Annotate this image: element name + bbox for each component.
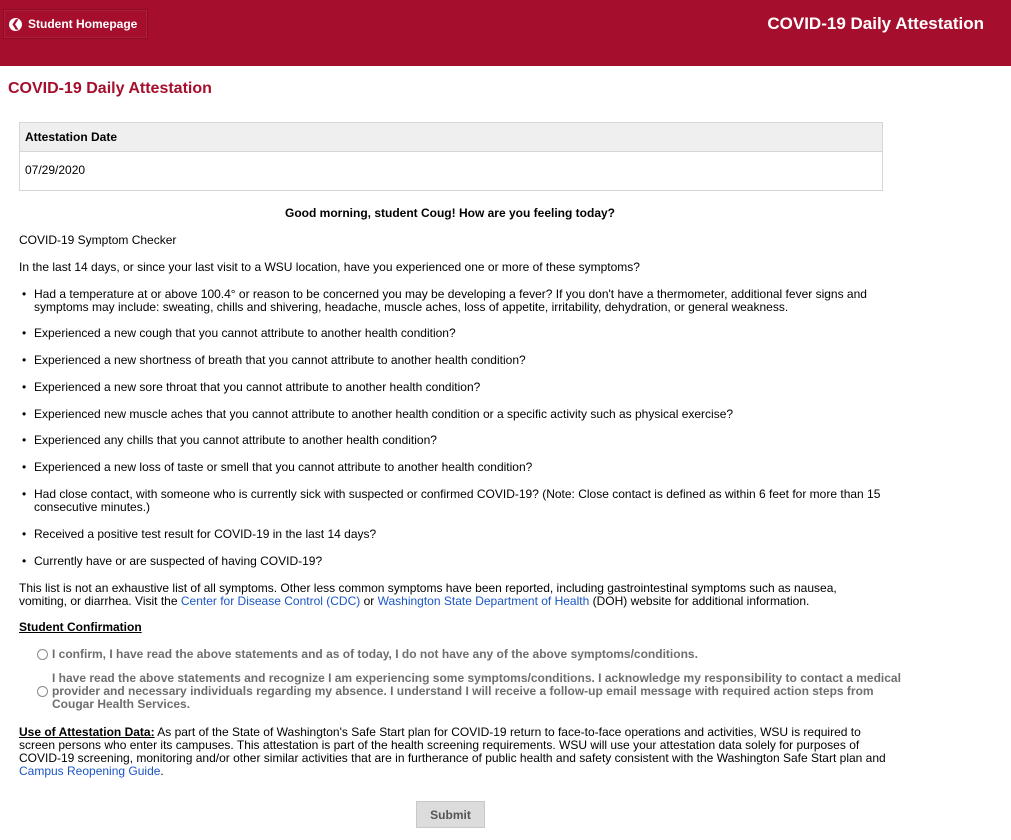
- use-of-data-text: As part of the State of Washington's Safe Start plan for COVID-19 return to face-to-face operations and activities, WSU is required to screen persons who enter its campuses. This attestation is part of the health screening requirements. WSU will use your attestation data solely for purposes of COVID-19 screening, monitoring and/or other similar activities that are in furtherance of public health and safety consistent with the Washington Safe Start plan and: [19, 725, 886, 765]
- use-of-data-heading: Use of Attestation Data:: [19, 725, 155, 739]
- disclaimer-or: or: [360, 594, 378, 608]
- symptom-item: • Experienced any chills that you cannot attribute to another health condition?: [22, 434, 894, 447]
- disclaimer-end: (DOH) website for additional information.: [589, 594, 810, 608]
- symptom-item: • Experienced a new loss of taste or smell that you cannot attribute to another health condition?: [22, 461, 894, 474]
- doh-link[interactable]: Washington State Department of Health: [377, 594, 590, 608]
- submit-button[interactable]: Submit: [416, 801, 485, 828]
- page-title: COVID-19 Daily Attestation: [8, 80, 212, 97]
- use-of-data-end: .: [160, 764, 164, 778]
- attestation-date-label: Attestation Date: [20, 123, 882, 152]
- symptom-item: • Experienced a new cough that you cannot attribute to another health condition?: [22, 327, 894, 340]
- symptom-item: • Had a temperature at or above 100.4° or reason to be concerned you may be developing a fever? If you don't have a thermometer, additional fever signs and symptoms may include: sweating, chills and shivering, headache, muscle aches, loss of appetite, irritability, dehydration, or general weakness.: [22, 288, 894, 314]
- symptom-question: In the last 14 days, or since your last visit to a WSU location, have you experienced one or more of these symptoms?: [19, 260, 640, 274]
- student-confirmation-heading: Student Confirmation: [19, 620, 142, 634]
- confirm-symptoms-radio[interactable]: [37, 686, 48, 697]
- symptom-item: • Experienced a new sore throat that you cannot attribute to another health condition?: [22, 381, 894, 394]
- symptom-item: • Experienced new muscle aches that you cannot attribute to another health condition or a specific activity such as physical exercise?: [22, 408, 894, 421]
- campus-reopening-guide-link[interactable]: Campus Reopening Guide: [19, 764, 161, 778]
- confirm-no-symptoms-label[interactable]: I confirm, I have read the above statements and as of today, I do not have any of the above symptoms/conditions.: [52, 647, 698, 661]
- symptom-item: • Experienced a new shortness of breath that you cannot attribute to another health condition?: [22, 354, 894, 367]
- confirm-symptoms-label[interactable]: I have read the above statements and recognize I am experiencing some symptoms/conditions. I acknowledge my responsibility to contact a medical provider and necessary individuals regarding my absence. I understand I will receive a follow-up email message with required action steps from Cougar Health Services.: [52, 671, 901, 711]
- home-button-label: Student Homepage: [28, 17, 138, 31]
- greeting: Good morning, student Coug! How are you feeling today?: [285, 206, 615, 220]
- attestation-date-box: [19, 122, 883, 191]
- use-of-data-notice: [19, 726, 887, 778]
- disclaimer-text: This list is not an exhaustive list of all symptoms. Other less common symptoms have been reported, including gastrointestinal symptoms such as nausea, vomiting, or diarrhea. Visit the: [19, 581, 837, 608]
- symptom-item: • Received a positive test result for COVID-19 in the last 14 days?: [22, 528, 894, 541]
- cdc-link[interactable]: Center for Disease Control (CDC): [180, 594, 361, 608]
- symptom-disclaimer: [19, 582, 881, 608]
- chevron-left-icon: ❮: [9, 18, 22, 31]
- student-homepage-button[interactable]: [3, 9, 148, 39]
- symptom-item: • Had close contact, with someone who is currently sick with suspected or confirmed COVID-19? (Note: Close contact is defined as within 6 feet for more than 15 consecutive minutes.): [22, 488, 894, 514]
- top-bar: [0, 0, 1011, 66]
- symptom-item: • Currently have or are suspected of having COVID-19?: [22, 555, 894, 568]
- confirm-no-symptoms-radio[interactable]: [37, 649, 48, 660]
- symptom-checker-title: COVID-19 Symptom Checker: [19, 233, 177, 247]
- header-title: COVID-19 Daily Attestation: [767, 14, 984, 33]
- attestation-date-value: 07/29/2020: [25, 163, 86, 177]
